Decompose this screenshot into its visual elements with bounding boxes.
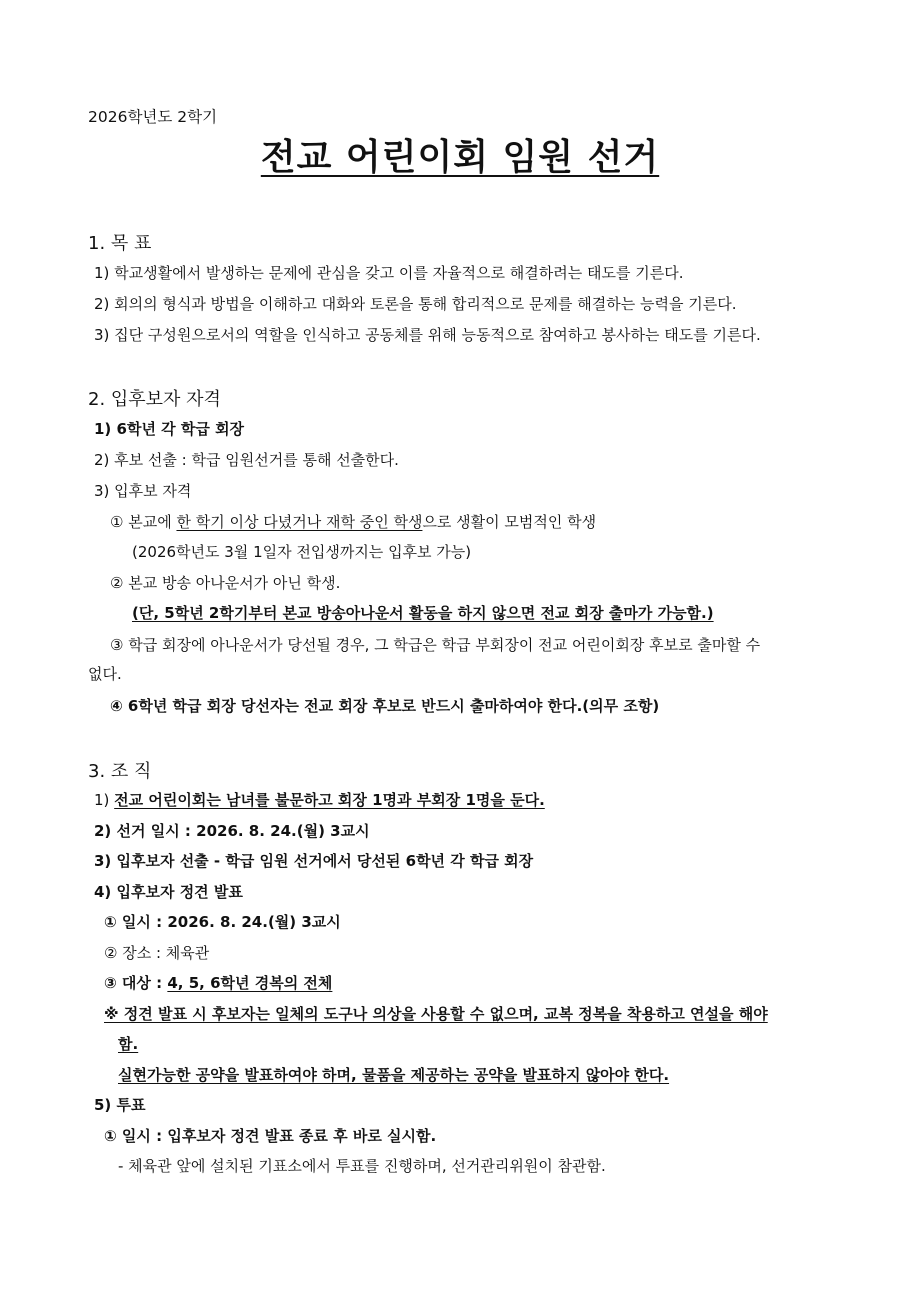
s2-item-1: 1) 6학년 각 학급 회장 [94,420,245,438]
s3-item-4-place: ② 장소 : 체육관 [104,944,210,962]
semester-label: 2026학년도 2학기 [88,108,218,126]
section-3-heading: 3. 조 직 [88,761,152,782]
s3-item-2: 2) 선거 일시 : 2026. 8. 24.(월) 3교시 [94,822,370,840]
s3-item-4-target-value: 4, 5, 6학년 경복의 전체 [167,974,333,992]
s3-note-line-3: 실현가능한 공약을 발표하여야 하며, 물품을 제공하는 공약을 발표하지 않아야 한다. [118,1066,670,1084]
s3-item-4: 4) 입후보자 정견 발표 [94,883,243,901]
s3-item-5: 5) 투표 [94,1096,146,1114]
s2-item-2: 2) 후보 선출 : 학급 임원선거를 통해 선출한다. [94,451,399,469]
s3-item-4-target-label: ③ 대상 : [104,974,168,992]
s3-item-5-date: ① 일시 : 입후보자 정견 발표 종료 후 바로 실시함. [104,1127,437,1145]
section-2-heading: 2. 입후보자 자격 [88,389,221,410]
document-title [0,132,920,184]
s2-criterion-2-note: (단, 5학년 2학기부터 본교 방송아나운서 활동을 하지 않으면 전교 회장 출마가 가능함.) [132,604,714,622]
s2-criterion-1-note: (2026학년도 3월 1일자 전입생까지는 입후보 가능) [132,543,472,561]
s3-item-5-dash: - 체육관 앞에 설치된 기표소에서 투표를 진행하며, 선거관리위원이 참관함. [118,1157,606,1175]
s3-note-line-2: 함. [118,1035,139,1053]
s3-note-line-1: ※ 정견 발표 시 후보자는 일체의 도구나 의상을 사용할 수 없으며, 교복 정복을 착용하고 연설을 해야 [104,1005,768,1023]
s2-criterion-1-post: 으로 생활이 모범적인 학생 [422,513,597,531]
s3-item-4-target [104,973,332,993]
s1-item-2: 2) 회의의 형식과 방법을 이해하고 대화와 토론을 통해 합리적으로 문제를 해결하는 능력을 기른다. [94,295,737,313]
s2-criterion-2: ② 본교 방송 아나운서가 아닌 학생. [110,574,341,592]
s3-item-3: 3) 입후보자 선출 - 학급 임원 선거에서 당선된 6학년 각 학급 회장 [94,852,534,870]
s2-criterion-3-line-1: ③ 학급 회장에 아나운서가 당선될 경우, 그 학급은 학급 부회장이 전교 어린이회장 후보로 출마할 수 [110,636,761,654]
document-title-text: 전교 어린이회 임원 선거 [260,137,660,178]
s3-item-1-number: 1) [94,791,115,809]
s2-criterion-1 [110,512,596,532]
section-1-heading: 1. 목 표 [88,233,152,254]
s2-criterion-4: ④ 6학년 학급 회장 당선자는 전교 회장 후보로 반드시 출마하여야 한다.(의무 조항) [110,697,660,715]
s3-item-4-date: ① 일시 : 2026. 8. 24.(월) 3교시 [104,913,341,931]
s2-item-3: 3) 입후보 자격 [94,482,192,500]
s2-criterion-1-underlined: 한 학기 이상 다녔거나 재학 중인 학생 [176,513,423,531]
s1-item-1: 1) 학교생활에서 발생하는 문제에 관심을 갖고 이를 자율적으로 해결하려는 태도를 기른다. [94,264,684,282]
s2-criterion-3-line-2: 없다. [88,665,122,683]
s2-criterion-1-pre: ① 본교에 [110,513,177,531]
s3-item-1 [94,790,545,810]
s1-item-3: 3) 집단 구성원으로서의 역할을 인식하고 공동체를 위해 능동적으로 참여하고 봉사하는 태도를 기른다. [94,326,761,344]
s3-item-1-text: 전교 어린이회는 남녀를 불문하고 회장 1명과 부회장 1명을 둔다. [114,791,545,809]
